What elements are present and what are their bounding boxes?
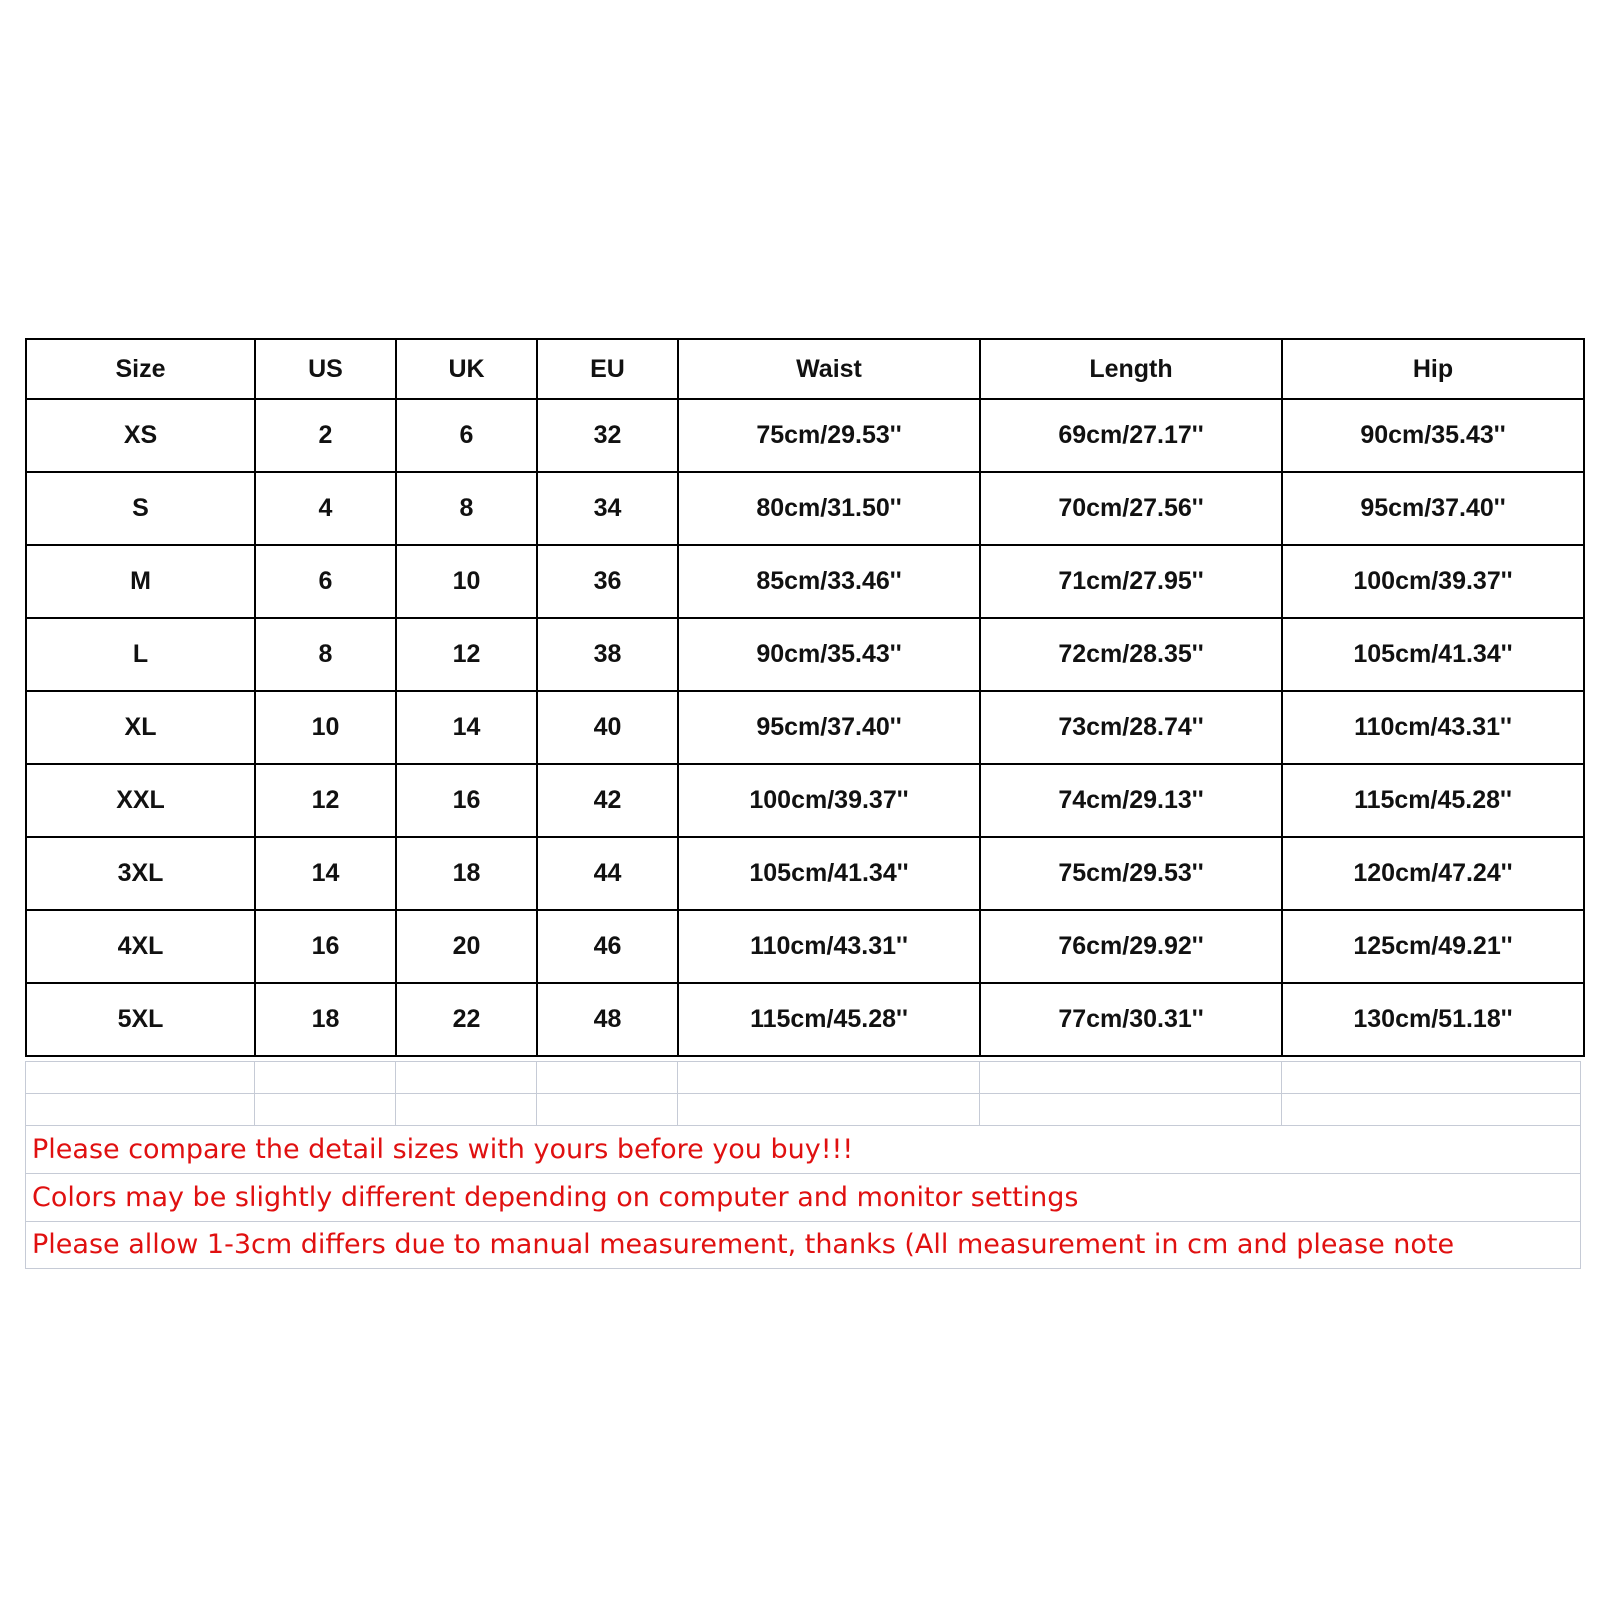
cell-length: 76cm/29.92'' <box>980 910 1282 983</box>
cell-eu: 38 <box>537 618 678 691</box>
cell-size: M <box>26 545 255 618</box>
grid-line <box>25 1125 26 1269</box>
table-row <box>26 545 1584 618</box>
spreadsheet-notes-area <box>25 1061 1581 1269</box>
cell-waist: 80cm/31.50'' <box>678 472 980 545</box>
cell-us: 2 <box>255 399 396 472</box>
cell-length: 70cm/27.56'' <box>980 472 1282 545</box>
cell-length: 74cm/29.13'' <box>980 764 1282 837</box>
cell-hip: 110cm/43.31'' <box>1282 691 1584 764</box>
cell-length: 77cm/30.31'' <box>980 983 1282 1056</box>
cell-uk: 8 <box>396 472 537 545</box>
size-chart-table <box>25 338 1585 1057</box>
cell-size: 4XL <box>26 910 255 983</box>
cell-uk: 10 <box>396 545 537 618</box>
header-waist: Waist <box>678 339 980 399</box>
cell-uk: 18 <box>396 837 537 910</box>
cell-hip: 95cm/37.40'' <box>1282 472 1584 545</box>
grid-line <box>1580 1061 1581 1125</box>
header-length: Length <box>980 339 1282 399</box>
cell-eu: 40 <box>537 691 678 764</box>
cell-size: XL <box>26 691 255 764</box>
cell-length: 73cm/28.74'' <box>980 691 1282 764</box>
cell-eu: 46 <box>537 910 678 983</box>
cell-us: 14 <box>255 837 396 910</box>
header-eu: EU <box>537 339 678 399</box>
table-row <box>26 399 1584 472</box>
cell-hip: 120cm/47.24'' <box>1282 837 1584 910</box>
cell-size: XXL <box>26 764 255 837</box>
cell-uk: 20 <box>396 910 537 983</box>
header-size: Size <box>26 339 255 399</box>
header-hip: Hip <box>1282 339 1584 399</box>
cell-uk: 22 <box>396 983 537 1056</box>
cell-length: 71cm/27.95'' <box>980 545 1282 618</box>
table-row <box>26 764 1584 837</box>
cell-uk: 12 <box>396 618 537 691</box>
header-us: US <box>255 339 396 399</box>
cell-hip: 125cm/49.21'' <box>1282 910 1584 983</box>
grid-line <box>25 1061 1581 1062</box>
table-row <box>26 472 1584 545</box>
cell-size: 3XL <box>26 837 255 910</box>
table-row <box>26 837 1584 910</box>
cell-us: 8 <box>255 618 396 691</box>
grid-line <box>25 1093 1581 1094</box>
cell-waist: 95cm/37.40'' <box>678 691 980 764</box>
cell-hip: 115cm/45.28'' <box>1282 764 1584 837</box>
table-row <box>26 618 1584 691</box>
cell-length: 72cm/28.35'' <box>980 618 1282 691</box>
cell-waist: 75cm/29.53'' <box>678 399 980 472</box>
cell-waist: 100cm/39.37'' <box>678 764 980 837</box>
cell-eu: 44 <box>537 837 678 910</box>
grid-line <box>677 1061 678 1125</box>
cell-us: 6 <box>255 545 396 618</box>
cell-uk: 16 <box>396 764 537 837</box>
cell-length: 69cm/27.17'' <box>980 399 1282 472</box>
grid-line <box>979 1061 980 1125</box>
note-colors: Colors may be slightly different depending on computer and monitor settings <box>32 1182 1079 1213</box>
grid-line <box>25 1061 26 1125</box>
grid-line <box>254 1061 255 1125</box>
cell-hip: 100cm/39.37'' <box>1282 545 1584 618</box>
cell-eu: 36 <box>537 545 678 618</box>
cell-size: XS <box>26 399 255 472</box>
table-row <box>26 691 1584 764</box>
cell-eu: 48 <box>537 983 678 1056</box>
cell-eu: 34 <box>537 472 678 545</box>
grid-line <box>536 1061 537 1125</box>
grid-line <box>25 1268 1581 1269</box>
cell-eu: 32 <box>537 399 678 472</box>
cell-waist: 90cm/35.43'' <box>678 618 980 691</box>
table-row <box>26 910 1584 983</box>
cell-us: 4 <box>255 472 396 545</box>
note-compare-sizes: Please compare the detail sizes with yours before you buy!!! <box>32 1134 854 1165</box>
header-uk: UK <box>396 339 537 399</box>
cell-waist: 115cm/45.28'' <box>678 983 980 1056</box>
cell-us: 12 <box>255 764 396 837</box>
cell-waist: 105cm/41.34'' <box>678 837 980 910</box>
table-row <box>26 983 1584 1056</box>
cell-waist: 110cm/43.31'' <box>678 910 980 983</box>
grid-line <box>395 1061 396 1125</box>
note-measurement: Please allow 1-3cm differs due to manual measurement, thanks (All measurement in cm and please note <box>32 1229 1455 1260</box>
cell-uk: 14 <box>396 691 537 764</box>
cell-hip: 105cm/41.34'' <box>1282 618 1584 691</box>
cell-us: 18 <box>255 983 396 1056</box>
cell-eu: 42 <box>537 764 678 837</box>
cell-us: 10 <box>255 691 396 764</box>
cell-size: S <box>26 472 255 545</box>
table-header-row <box>26 339 1584 399</box>
cell-us: 16 <box>255 910 396 983</box>
cell-hip: 90cm/35.43'' <box>1282 399 1584 472</box>
grid-line <box>1281 1061 1282 1125</box>
cell-length: 75cm/29.53'' <box>980 837 1282 910</box>
cell-waist: 85cm/33.46'' <box>678 545 980 618</box>
cell-size: 5XL <box>26 983 255 1056</box>
cell-uk: 6 <box>396 399 537 472</box>
cell-hip: 130cm/51.18'' <box>1282 983 1584 1056</box>
cell-size: L <box>26 618 255 691</box>
grid-line <box>1580 1125 1581 1269</box>
